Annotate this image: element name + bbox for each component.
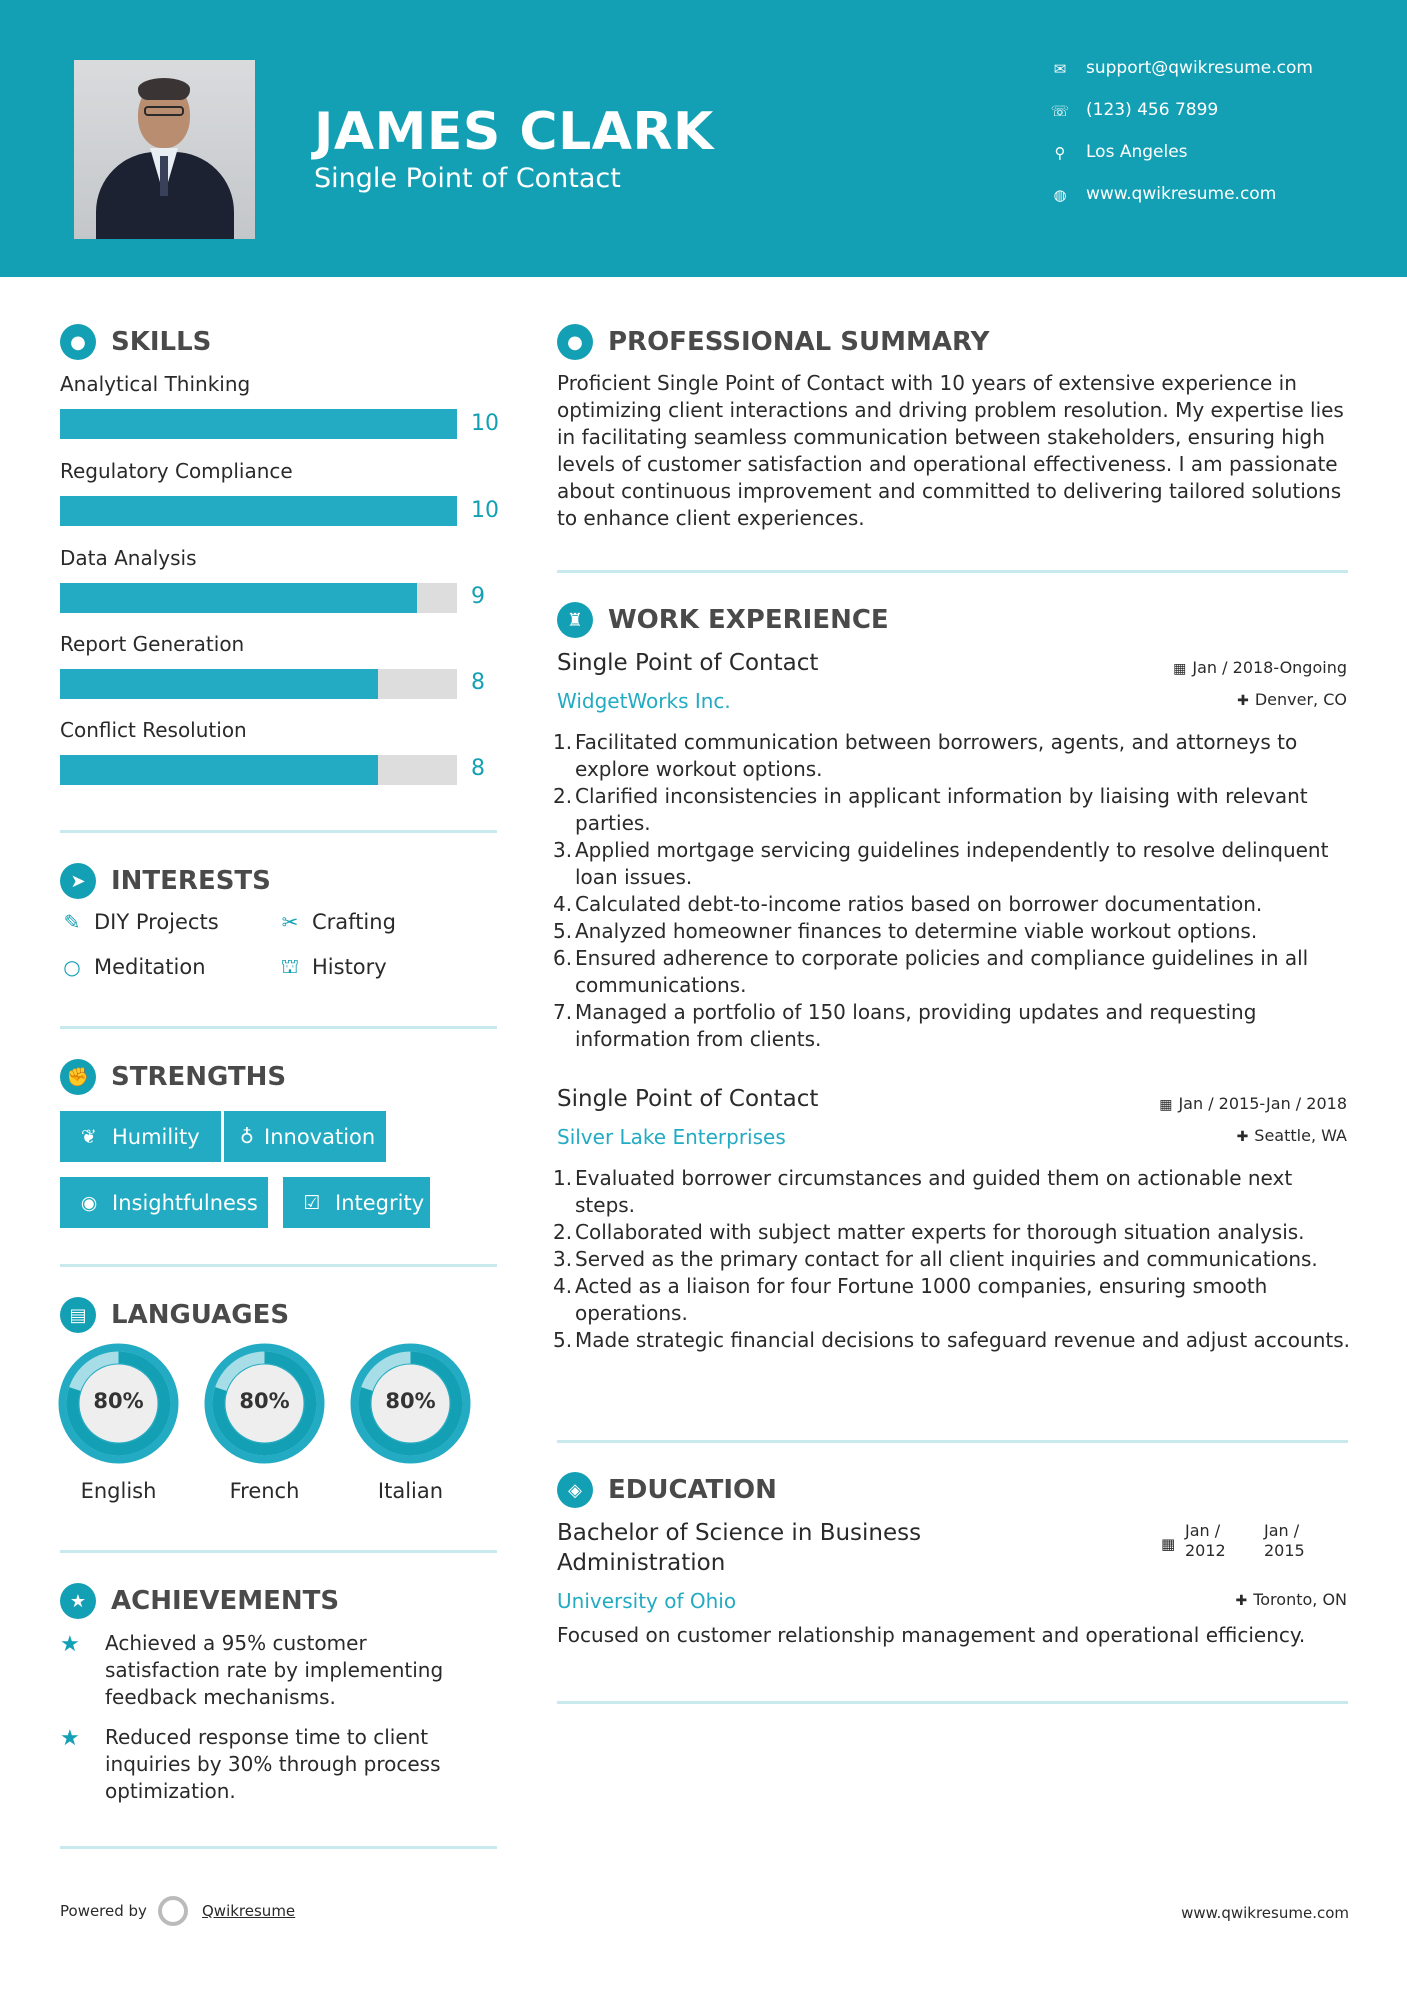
list-item: 4. Calculated debt-to-income ratios based on borrower documentation.	[553, 892, 1263, 916]
job-dates: ▦ Jan / 2018-Ongoing	[1173, 658, 1347, 677]
education-start-date: Jan / 2012	[1185, 1521, 1226, 1560]
skill-value: 8	[471, 756, 485, 781]
skill-value: 8	[471, 670, 485, 695]
powered-by-label: Powered by	[60, 1902, 147, 1920]
language-percent: 80%	[239, 1389, 290, 1413]
candidate-title: Single Point of Contact	[314, 163, 621, 194]
check-square-icon: ☑	[303, 1191, 321, 1214]
phone-icon: ☏	[1050, 102, 1070, 120]
language-name: French	[229, 1479, 300, 1503]
language-ring	[58, 1343, 179, 1464]
summary-text: Proficient Single Point of Contact with 10 years of extensive experience in optimizing client interactions and driving problem resolution. My expertise lies in facilitating seamless communication between stakeholders, ensuring high levels of customer satisfaction and operational effectiveness. I am passionate about continuous improvement and committed to delivering tailored solutions to enhance client experiences.	[557, 371, 1344, 530]
list-item: 2. Clarified inconsistencies in applicant information by liaising with relevant parties.	[553, 784, 1308, 835]
job-company: Silver Lake Enterprises	[557, 1125, 786, 1149]
skill-bar-fill	[60, 755, 378, 785]
eye-icon: ◉	[80, 1191, 98, 1214]
section-divider	[60, 1264, 497, 1267]
skill-name: Analytical Thinking	[60, 372, 251, 396]
contact-phone[interactable]: ☏ (123) 456 7899	[1050, 100, 1219, 120]
contact-website[interactable]: ◍ www.qwikresume.com	[1050, 184, 1380, 208]
education-description: Focused on customer relationship management and operational efficiency.	[557, 1623, 1306, 1647]
skill-bar	[60, 755, 457, 785]
section-divider	[60, 1550, 497, 1553]
brand-link[interactable]: Qwikresume	[202, 1902, 296, 1920]
skill-name: Report Generation	[60, 632, 245, 656]
skill-name: Regulatory Compliance	[60, 459, 293, 483]
job-company: WidgetWorks Inc.	[557, 689, 731, 713]
globe-icon: ◍	[1053, 186, 1067, 204]
job-location: ✚ Seattle, WA	[1236, 1126, 1347, 1145]
list-item: 5. Analyzed homeowner finances to determine viable workout options.	[553, 919, 1258, 943]
skill-bar	[60, 583, 457, 613]
pin-icon: ✚	[1235, 1593, 1248, 1609]
resume-header	[0, 0, 1407, 277]
achievement-item: ★ Achieved a 95% customer satisfaction rate by implementing feedback mechanisms.	[60, 1631, 444, 1709]
strength-badge: ❦ Humility	[60, 1111, 221, 1162]
list-item: 2. Collaborated with subject matter experts for thorough situation analysis.	[553, 1220, 1305, 1244]
strength-badge: ◉ Insightfulness	[60, 1177, 268, 1228]
paper-plane-icon: ➤	[60, 863, 96, 899]
language-ring	[350, 1343, 471, 1464]
profile-photo	[74, 60, 255, 239]
calendar-icon: ▦	[1173, 661, 1187, 677]
job-dates: ▦ Jan / 2015-Jan / 2018	[1159, 1094, 1347, 1113]
school-name: University of Ohio	[557, 1589, 737, 1613]
list-item: 3. Served as the primary contact for all client inquiries and communications.	[553, 1247, 1318, 1271]
contact-location: ⚲ Los Angeles	[1050, 142, 1380, 166]
section-divider	[60, 1026, 497, 1029]
job-title: Single Point of Contact	[557, 1086, 819, 1112]
job-title: Single Point of Contact	[557, 650, 819, 676]
list-item: 4. Acted as a liaison for four Fortune 1000 companies, ensuring smooth operations.	[553, 1274, 1268, 1325]
education-end-date: Jan / 2015	[1264, 1521, 1305, 1560]
skill-bar-fill	[60, 409, 457, 439]
skill-bar-fill	[60, 583, 417, 613]
language-name: English	[80, 1479, 157, 1503]
skill-name: Data Analysis	[60, 546, 197, 570]
achievement-item: ★ Reduced response time to client inquiries by 30% through process optimization.	[60, 1725, 441, 1803]
calendar-icon: ▦	[1159, 1097, 1173, 1113]
contact-email[interactable]: ✉ support@qwikresume.com	[1050, 58, 1380, 82]
qwikresume-logo-icon	[158, 1896, 188, 1926]
language-icon: ▤	[60, 1297, 96, 1333]
section-divider	[557, 570, 1348, 573]
strength-badge: ☑ Integrity	[283, 1177, 430, 1228]
skill-bar-fill	[60, 669, 378, 699]
footer-website-link[interactable]: www.qwikresume.com	[1181, 1904, 1349, 1922]
wrench-icon: ✎	[63, 910, 81, 934]
section-divider	[60, 830, 497, 833]
section-divider	[557, 1440, 1348, 1443]
section-divider	[60, 1846, 497, 1849]
circle-icon: ○	[63, 955, 81, 979]
pin-icon: ✚	[1236, 1129, 1249, 1145]
skill-value: 10	[471, 498, 499, 523]
user-icon: ●	[557, 324, 593, 360]
office-chair-icon: ♜	[557, 602, 593, 638]
calendar-icon: ▦	[1161, 1535, 1176, 1553]
scissors-icon: ✂	[281, 910, 299, 934]
language-name: Italian	[377, 1479, 444, 1503]
star-icon: ★	[60, 1726, 80, 1751]
list-item: 5. Made strategic financial decisions to safeguard revenue and adjust accounts.	[553, 1328, 1350, 1352]
degree-title-line-1: Bachelor of Science in Business	[557, 1520, 922, 1546]
list-item: 7. Managed a portfolio of 150 loans, providing updates and requesting information from clients.	[553, 1000, 1257, 1051]
star-badge-icon: ★	[60, 1583, 96, 1619]
skill-name: Conflict Resolution	[60, 718, 247, 742]
strength-badge: ♁ Innovation	[224, 1111, 386, 1162]
list-item: 3. Applied mortgage servicing guidelines independently to resolve delinquent loan issues.	[553, 838, 1329, 889]
job-bullets	[553, 1165, 1357, 1354]
list-item: 1. Facilitated communication between borrowers, agents, and attorneys to explore workout options.	[553, 730, 1298, 781]
pin-icon: ✚	[1237, 693, 1249, 709]
star-icon: ★	[60, 1632, 80, 1657]
map-pin-icon: ⚲	[1054, 144, 1066, 162]
lightbulb-icon: ●	[60, 324, 96, 360]
fist-icon: ✊	[60, 1059, 96, 1095]
leaf-icon: ❦	[81, 1125, 97, 1148]
list-item: 6. Ensured adherence to corporate policies and compliance guidelines in all communications.	[553, 946, 1309, 997]
job-bullets	[553, 729, 1357, 1053]
candidate-name: JAMES CLARK	[314, 102, 714, 162]
section-divider	[557, 1701, 1348, 1704]
skill-value: 10	[471, 411, 499, 436]
lightbulb-icon: ♁	[240, 1125, 254, 1148]
list-item: 1. Evaluated borrower circumstances and guided them on actionable next steps.	[553, 1166, 1293, 1217]
skill-bar	[60, 409, 457, 439]
language-percent: 80%	[385, 1389, 436, 1413]
job-location: ✚ Denver, CO	[1237, 690, 1347, 709]
skill-value: 9	[471, 584, 485, 609]
skill-bar	[60, 669, 457, 699]
language-ring	[204, 1343, 325, 1464]
skill-bar	[60, 496, 457, 526]
envelope-icon: ✉	[1053, 60, 1067, 78]
skill-bar-fill	[60, 496, 457, 526]
education-location: ✚ Toronto, ON	[1235, 1590, 1347, 1609]
museum-icon: ⛫	[280, 953, 300, 978]
graduate-icon: ◈	[557, 1472, 593, 1508]
language-percent: 80%	[93, 1389, 144, 1413]
degree-title-line-2: Administration	[557, 1550, 726, 1576]
